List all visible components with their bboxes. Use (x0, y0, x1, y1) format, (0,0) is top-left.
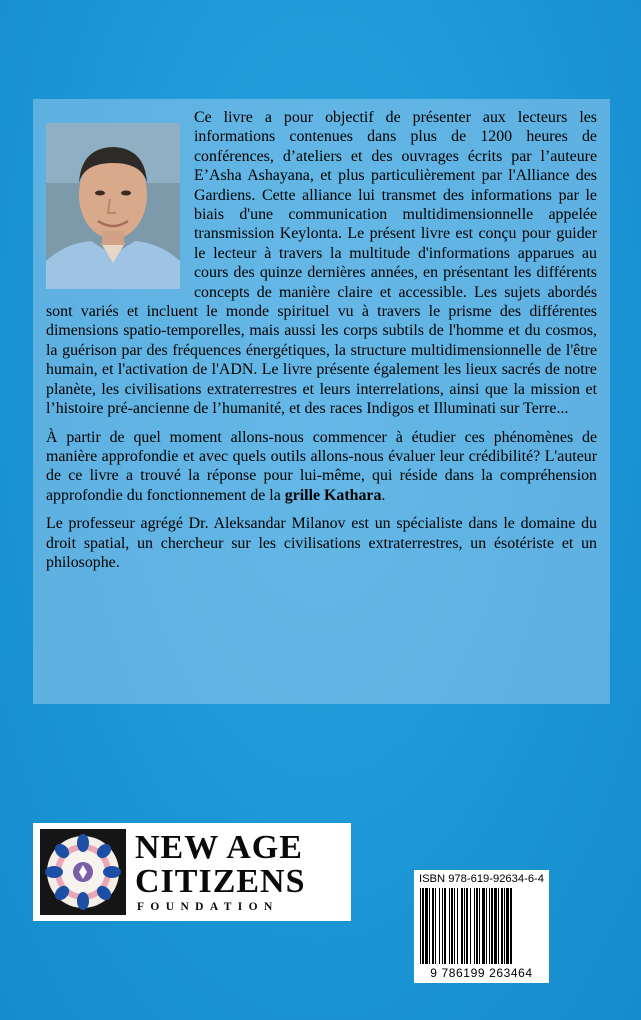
publisher-name-line2: CITIZENS (135, 863, 306, 900)
isbn-label: ISBN 978-619-92634-6-4 (418, 873, 544, 885)
publisher-emblem (40, 829, 126, 915)
barcode-digits: 9 786199 263464 (430, 966, 533, 980)
paragraph-2-period: . (381, 486, 386, 504)
lotus-emblem-icon (40, 829, 126, 915)
grille-kathara-term: grille Kathara (284, 486, 382, 504)
author-photo (46, 123, 180, 289)
publisher-name-line1: NEW AGE (135, 829, 303, 866)
description-panel (33, 99, 610, 704)
author-bio-paragraph: Le professeur agrégé Dr. Aleksandar Milanov est un spécialiste dans le domaine du droit spatial, un chercheur sur les civilisations extraterrestres, un ésotériste et un philosophe. (46, 515, 597, 571)
barcode-bars-icon (418, 888, 545, 966)
description-paragraph-2 (46, 428, 597, 506)
description-paragraph-1: Ce livre a pour objectif de présenter aux lecteurs les informations contenues dans plus de 1200 heures de conférences, d’ateliers et des ouvrages écrits par l’auteure E’Asha Ashayana, et plus particulièrement par l'Alliance des Gardiens. Cette alliance lui transmet des informations par le biais d'une communication multidimensionnelle appelée transmission Keylonta. Le présent livre est conçu pour guider le lecteur à travers la multitude d'informations apparues au cours des quinze dernières années, en présentant les différents concepts de manière claire et accessible. Les sujets abordés sont variés et incluent le monde spirituel vu à travers le prisme des différentes dimensions spatio-temporelles, mais aussi les corps subtils de l'homme et du cosmos, la guérison par des fréquences énergétiques, la structure multidimensionnelle de l'être humain, et l'activation de l'ADN. Le livre présente également les lieux sacrés de notre planète, les civilisations extraterrestres et leurs interrelations, ainsi que la mission et l’histoire pré-ancienne de l’humanité, et des races Indigos et Illuminati sur Terre... (46, 109, 597, 418)
paragraph-2-text: À partir de quel moment allons-nous commencer à étudier ces phénomènes de manière approfondie et avec quels outils allons-nous évaluer leur crédibilité? L'auteur de ce livre a trouvé la réponse pour lui-même, qui réside dans la compréhension approfondie du fonctionnement de la (46, 428, 597, 504)
publisher-name-line3: FOUNDATION (137, 901, 279, 913)
isbn-barcode (414, 870, 549, 983)
publisher-logo (33, 823, 351, 921)
author-portrait-icon (46, 123, 180, 289)
